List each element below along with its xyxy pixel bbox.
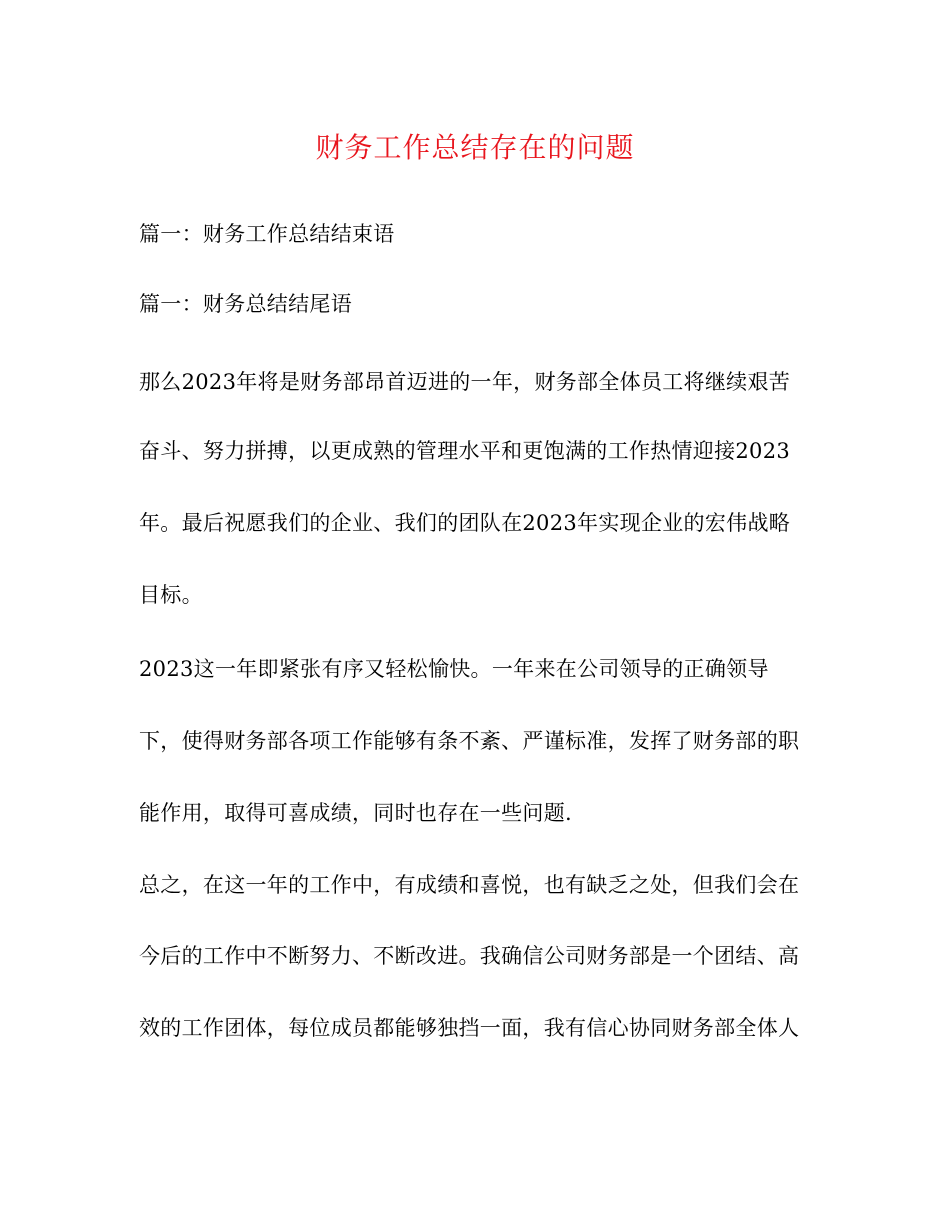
paragraph-3-line-2: 今后的工作中不断努力、不断改进。我确信公司财务部是一个团结、高: [139, 944, 800, 968]
section-heading-2: 篇一：财务总结结尾语: [139, 292, 352, 316]
page-title: 财务工作总结存在的问题: [315, 131, 635, 164]
paragraph-1-line-2: 奋斗、努力拼搏，以更成熟的管理水平和更饱满的工作热情迎接2023: [139, 439, 791, 463]
paragraph-1-line-3: 年。最后祝愿我们的企业、我们的团队在2023年实现企业的宏伟战略: [139, 511, 791, 535]
paragraph-2-line-2: 下，使得财务部各项工作能够有条不紊、严谨标准，发挥了财务部的职: [139, 729, 800, 753]
section-heading-1: 篇一：财务工作总结结束语: [139, 222, 395, 246]
paragraph-2-line-1: 2023这一年即紧张有序又轻松愉快。一年来在公司领导的正确领导: [139, 657, 769, 681]
paragraph-1-line-4: 目标。: [139, 583, 203, 607]
paragraph-2-line-3: 能作用，取得可喜成绩，同时也存在一些问题.: [139, 801, 572, 825]
paragraph-1-line-1: 那么2023年将是财务部昂首迈进的一年，财务部全体员工将继续艰苦: [139, 370, 791, 394]
paragraph-3-line-1: 总之，在这一年的工作中，有成绩和喜悦，也有缺乏之处，但我们会在: [139, 873, 800, 897]
paragraph-3-line-3: 效的工作团体，每位成员都能够独挡一面，我有信心协同财务部全体人: [139, 1016, 800, 1040]
